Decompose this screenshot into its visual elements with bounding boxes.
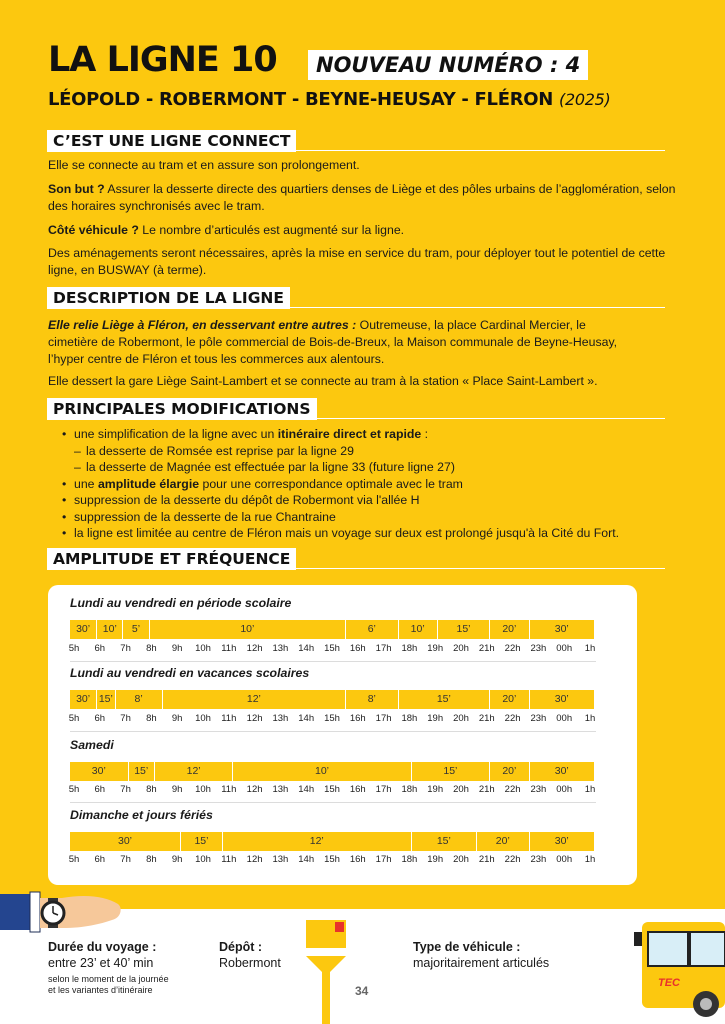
hour-label: 22h (504, 643, 521, 654)
hour-label: 1h (584, 643, 596, 654)
hour-label: 14h (298, 713, 315, 724)
schedule-separator (70, 731, 596, 732)
hour-label: 23h (530, 713, 547, 724)
hour-label: 8h (146, 854, 157, 865)
hour-label: 6h (94, 713, 106, 724)
route-name: LÉOPOLD - ROBERMONT - BEYNE-HEUSAY - FLÉRON (48, 89, 554, 110)
bus-icon (628, 918, 725, 1024)
line-title: LA LIGNE 10 (48, 40, 277, 80)
goal-label: Son but ? (48, 182, 105, 196)
hour-label: 20h (453, 643, 469, 654)
frequency-segment: 15’ (128, 762, 154, 781)
frequency-segment: 30’ (529, 832, 595, 851)
hour-label: 14h (298, 784, 315, 795)
hour-label: 1h (584, 854, 596, 865)
list-item: • une simplification de la ligne avec un itinéraire direct et rapide : (48, 426, 688, 443)
hour-label: 7h (120, 784, 131, 795)
wristwatch-icon (0, 888, 124, 936)
hour-label: 00h (556, 643, 573, 654)
connect-vehicle-paragraph (48, 222, 678, 239)
hour-label: 5h (68, 784, 80, 795)
hour-label: 8h (146, 713, 157, 724)
bus-brand: TEC (658, 977, 680, 989)
hour-label: 12h (246, 784, 263, 795)
hour-label: 10h (195, 854, 211, 865)
hour-label: 10h (195, 713, 211, 724)
hour-label: 7h (120, 854, 131, 865)
connect-paragraph-1: Elle se connecte au tram et en assure son prolongement. (48, 158, 360, 172)
section-heading-amplitude: AMPLITUDE ET FRÉQUENCE (47, 548, 296, 570)
schedule-title: Lundi au vendredi en vacances scolaires (70, 666, 310, 680)
hour-label: 17h (375, 643, 392, 654)
hour-label: 5h (68, 854, 80, 865)
hour-label: 1h (584, 713, 596, 724)
hour-label: 13h (272, 854, 289, 865)
frequency-segment: 5’ (122, 620, 148, 639)
connect-paragraph-4: Des aménagements seront nécessaires, après la mise en service du tram, pour déployer tout le potentiel de cette ligne, en BUSWAY (à terme). (48, 246, 666, 277)
duration-note-2: et les variantes d’itinéraire (48, 985, 153, 995)
frequency-segment: 8’ (345, 690, 397, 709)
frequency-segment: 15’ (411, 832, 477, 851)
hour-label: 16h (349, 854, 366, 865)
list-item: • suppression de la desserte du dépôt de Robermont via l'allée H (48, 492, 688, 509)
hour-label: 6h (94, 784, 106, 795)
frequency-segment: 15’ (96, 690, 114, 709)
frequency-segment: 10’ (96, 620, 122, 639)
hour-label: 15h (324, 713, 340, 724)
vehicle-label: Côté véhicule ? (48, 223, 139, 237)
frequency-segment: 6’ (345, 620, 397, 639)
frequency-segment: 30’ (529, 690, 595, 709)
duration-value: entre 23’ et 40’ min (48, 956, 154, 970)
hour-label: 23h (530, 784, 547, 795)
page-number: 34 (355, 984, 369, 998)
hour-label: 12h (246, 713, 263, 724)
goal-text: Assurer la desserte directe des quartiers denses de Liège et des pôles urbains de l’agglomération, selon des horaires synchronisés avec le tram. (48, 182, 676, 213)
hour-label: 21h (478, 713, 495, 724)
description-text: Outremeuse, la place Cardinal Mercier, le cimetière de Robermont, le pôle commercial de Bois-de-Breux, la Maison communale de Beyne-Heusay, l’hyper centre de Fléron et tous les commerces aux alentours. (48, 318, 618, 366)
hour-label: 1h (584, 784, 596, 795)
hour-label: 15h (324, 643, 340, 654)
hour-label: 19h (427, 854, 444, 865)
hour-label: 11h (221, 713, 237, 724)
hour-label: 12h (246, 854, 263, 865)
route-subtitle (48, 89, 610, 110)
hour-label: 13h (272, 784, 289, 795)
list-item: • la ligne est limitée au centre de Fléron mais un voyage sur deux est prolongé jusqu'à la Cité du Fort. (48, 525, 688, 542)
hour-label: 20h (453, 713, 469, 724)
hour-label: 10h (195, 643, 211, 654)
hour-label: 5h (68, 643, 80, 654)
hour-label: 13h (272, 643, 289, 654)
duration-note-1: selon le moment de la journée (48, 974, 169, 984)
hour-label: 7h (120, 643, 131, 654)
hour-label: 11h (221, 643, 237, 654)
hour-label: 21h (478, 643, 495, 654)
frequency-segment: 12’ (222, 832, 411, 851)
section-heading-modifications: PRINCIPALES MODIFICATIONS (47, 398, 317, 420)
hour-label: 13h (272, 713, 289, 724)
frequency-segment: 10’ (232, 762, 410, 781)
hour-label: 00h (556, 784, 573, 795)
schedule-separator (70, 661, 596, 662)
list-subitem: – la desserte de Romsée est reprise par la ligne 29 (48, 443, 688, 460)
hour-label: 8h (146, 643, 157, 654)
route-year: (2025) (559, 90, 611, 109)
frequency-bar (70, 762, 594, 781)
hour-label: 20h (453, 784, 469, 795)
hour-label: 18h (401, 643, 418, 654)
vehicle-type-label: Type de véhicule : (413, 940, 521, 954)
frequency-segment: 20’ (489, 690, 528, 709)
hour-label: 16h (349, 784, 366, 795)
hour-label: 22h (504, 854, 521, 865)
schedule-separator (70, 802, 596, 803)
hour-label: 18h (401, 784, 418, 795)
hour-label: 6h (94, 643, 106, 654)
list-item: • suppression de la desserte de la rue Chantraine (48, 509, 688, 526)
new-number-badge: NOUVEAU NUMÉRO : 4 (308, 50, 588, 80)
hour-label: 19h (427, 643, 444, 654)
hour-label: 20h (453, 854, 469, 865)
hour-label: 9h (171, 854, 183, 865)
depot-value: Robermont (219, 956, 281, 970)
hour-label: 15h (324, 854, 340, 865)
list-subitem: – la desserte de Magnée est effectuée par la ligne 33 (future ligne 27) (48, 459, 688, 476)
hour-label: 17h (375, 854, 392, 865)
description-lead: Elle relie Liège à Fléron, en desservant entre autres : (48, 318, 357, 332)
hour-label: 15h (324, 784, 340, 795)
frequency-segment: 30’ (118, 835, 133, 847)
frequency-bar (70, 620, 594, 639)
connect-goal-paragraph (48, 181, 678, 215)
vehicle-type-value: majoritairement articulés (413, 956, 550, 970)
section-heading-connect: C’EST UNE LIGNE CONNECT (47, 130, 296, 152)
hour-label: 9h (171, 643, 183, 654)
frequency-segment: 10’ (398, 620, 437, 639)
hour-label: 21h (478, 854, 495, 865)
frequency-bar (70, 832, 594, 851)
frequency-segment: 30’ (529, 762, 595, 781)
hour-label: 5h (68, 713, 80, 724)
card-dashed-edge (637, 592, 638, 880)
duration-label: Durée du voyage : (48, 940, 157, 954)
frequency-segment: 15’ (180, 832, 222, 851)
frequency-segment: 12’ (154, 762, 233, 781)
frequency-bar (70, 690, 594, 709)
hour-label: 16h (349, 713, 366, 724)
hour-label: 23h (530, 643, 547, 654)
frequency-segment: 12’ (162, 690, 345, 709)
hour-label: 8h (146, 784, 157, 795)
frequency-segment: 15’ (398, 690, 490, 709)
hour-label: 22h (504, 784, 521, 795)
hour-label: 6h (94, 854, 106, 865)
hour-label: 18h (401, 854, 418, 865)
frequency-segment: 30’ (76, 693, 91, 705)
frequency-segment: 30’ (76, 623, 91, 635)
hour-label: 14h (298, 643, 315, 654)
frequency-segment: 15’ (437, 620, 489, 639)
hour-label: 14h (298, 854, 315, 865)
hour-label: 12h (246, 643, 263, 654)
hour-label: 17h (375, 713, 392, 724)
hour-label: 9h (171, 784, 183, 795)
modifications-list (48, 426, 688, 542)
list-item: • une amplitude élargie pour une correspondance optimale avec le tram (48, 476, 688, 493)
hour-label: 19h (427, 784, 444, 795)
hour-label: 21h (478, 784, 495, 795)
hour-label: 11h (221, 854, 237, 865)
hour-label: 19h (427, 713, 444, 724)
frequency-segment: 20’ (489, 762, 528, 781)
frequency-segment: 20’ (489, 620, 528, 639)
frequency-segment: 20’ (476, 832, 528, 851)
description-paragraph (48, 317, 618, 368)
hour-label: 7h (120, 713, 131, 724)
frequency-segment: 15’ (411, 762, 490, 781)
description-paragraph-2: Elle dessert la gare Liège Saint-Lambert et se connecte au tram à la station « Place Saint-Lambert ». (48, 374, 598, 388)
schedule-title: Dimanche et jours fériés (70, 808, 213, 822)
hour-label: 23h (530, 854, 547, 865)
frequency-segment: 10’ (149, 620, 346, 639)
hour-label: 18h (401, 713, 418, 724)
hour-label: 00h (556, 854, 573, 865)
schedule-title: Samedi (70, 738, 114, 752)
hour-label: 00h (556, 713, 573, 724)
schedule-title: Lundi au vendredi en période scolaire (70, 596, 292, 610)
vehicle-text: Le nombre d’articulés est augmenté sur la ligne. (138, 223, 405, 237)
section-heading-description: DESCRIPTION DE LA LIGNE (47, 287, 290, 309)
frequency-segment: 8’ (115, 690, 162, 709)
frequency-segment: 30’ (529, 620, 595, 639)
frequency-segment: 30’ (91, 765, 106, 777)
depot-label: Dépôt : (219, 940, 263, 954)
hour-label: 22h (504, 713, 521, 724)
hour-label: 16h (349, 643, 366, 654)
hour-label: 9h (171, 713, 183, 724)
hour-label: 10h (195, 784, 211, 795)
bus-stop-sign-icon (298, 910, 358, 1024)
hour-label: 11h (221, 784, 237, 795)
hour-label: 17h (375, 784, 392, 795)
